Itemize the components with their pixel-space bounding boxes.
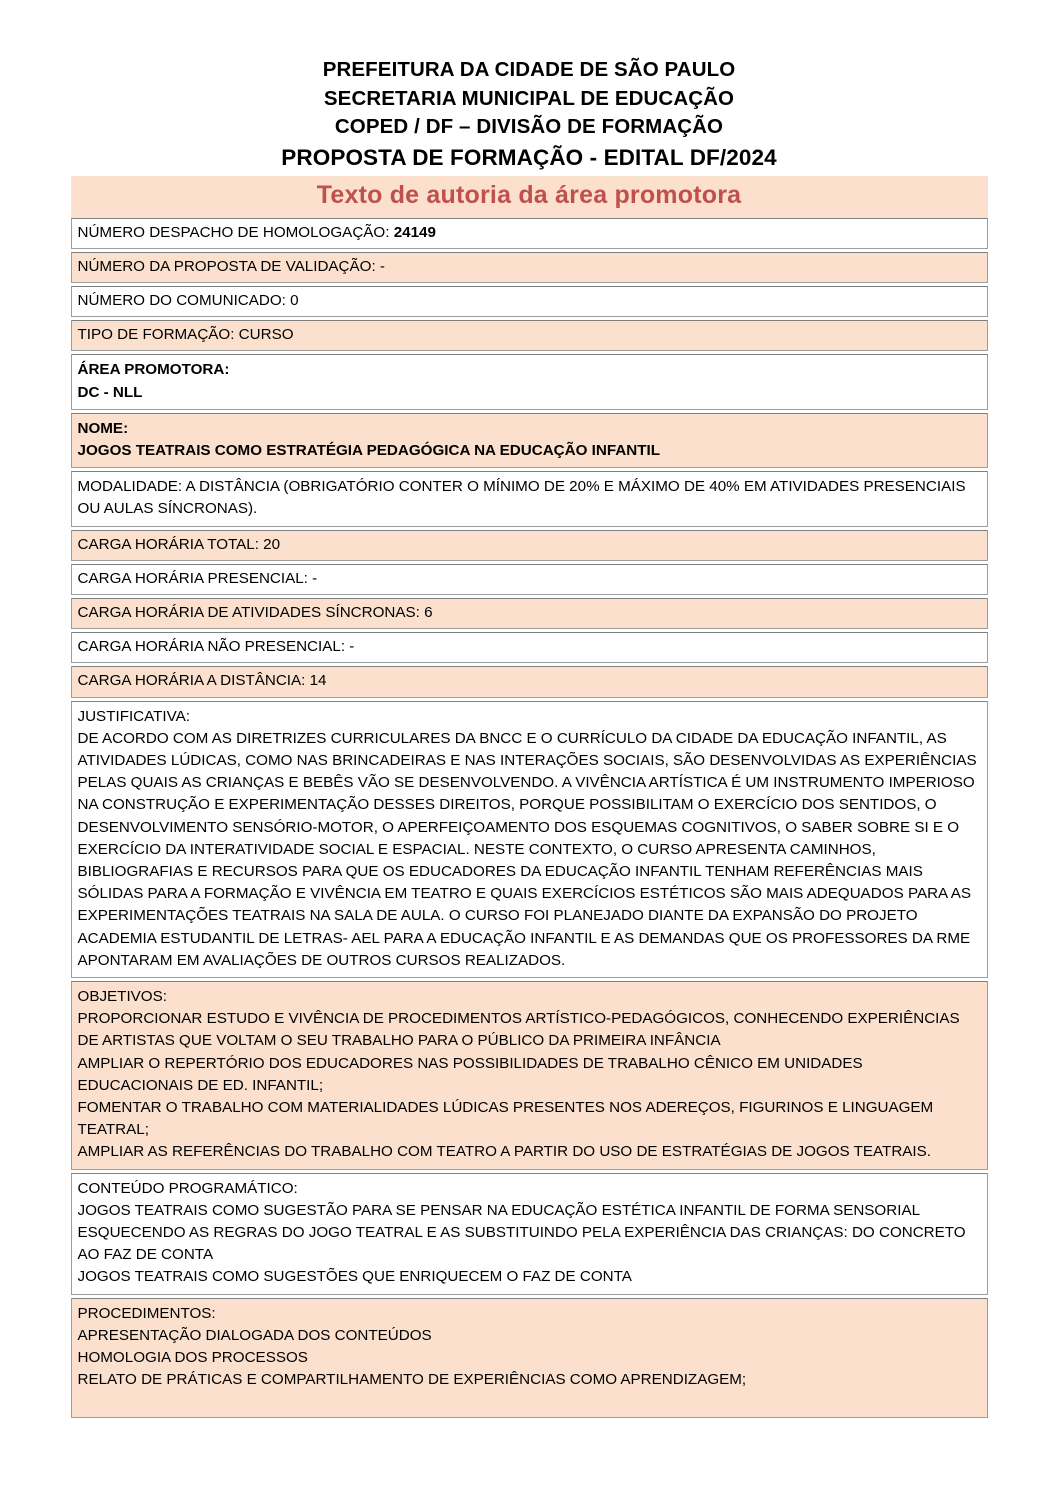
text-justificativa: DE ACORDO COM AS DIRETRIZES CURRICULARES DA BNCC E O CURRÍCULO DA CIDADE DA EDUCAÇÃO INFANTIL, AS ATIVIDADES LÚDICAS, COMO NAS BRINCADEIRAS E NAS INTERAÇÕES SOCIAIS, SÃO DESENVOLVIDAS AS EXPERIÊNCIAS PELAS QUAIS AS CRIANÇAS E BEBÊS VÃO SE DESENVOLVENDO. A VIVÊNCIA ARTÍSTICA É UM INSTRUMENTO IMPERIOSO NA CONSTRUÇÃO E EXPERIMENTAÇÃO DESSES DIREITOS, PORQUE POSSIBILITAM O EXERCÍCIO DOS SENTIDOS, O DESENVOLVIMENTO SENSÓRIO-MOTOR, O APERFEIÇOAMENTO DOS ESQUEMAS COGNITIVOS, O SABER SOBRE SI E O EXERCÍCIO DA INTERATIVIDADE SOCIAL E ESPACIAL. NESTE CONTEXTO, O CURSO APRESENTA CAMINHOS, BIBLIOGRAFIAS E RECURSOS PARA QUE OS EDUCADORES DA EDUCAÇÃO INFANTIL TENHAM REFERÊNCIAS MAIS SÓLIDAS PARA A FORMAÇÃO E VIVÊNCIA EM TEATRO E QUAIS EXERCÍCIOS ESTÉTICOS SÃO MAIS ADEQUADOS PARA AS EXPERIMENTAÇÕES TEATRAIS NA SALA DE AULA. O CURSO FOI PLANEJADO DIANTE DA EXPANSÃO DO PROJETO ACADEMIA ESTUDANTIL DE LETRAS- AEL PARA A EDUCAÇÃO INFANTIL E AS DEMANDAS QUE OS PROFESSORES DA RME APONTARAM EM AVALIAÇÕES DE OUTROS CURSOS REALIZADOS. <box>77 729 977 969</box>
cell-ch-nao-presencial: CARGA HORÁRIA NÃO PRESENCIAL: - <box>71 632 988 663</box>
value-area-promotora: DC - NLL <box>77 383 143 401</box>
conteudo-item: ESQUECENDO AS REGRAS DO JOGO TEATRAL E AS SUBSTITUINDO PELA EXPERIÊNCIA DAS CRIANÇAS: DO CONCRETO AO FAZ DE CONTA <box>77 1224 966 1264</box>
table-row-despacho <box>71 218 988 249</box>
label-area-promotora: ÁREA PROMOTORA: <box>77 361 230 379</box>
table-row-comunicado <box>71 286 988 317</box>
banner-title: Texto de autoria da área promotora <box>316 180 742 209</box>
cell-tipo-formacao <box>71 320 988 351</box>
objetivo-item: FOMENTAR O TRABALHO COM MATERIALIDADES LÚDICAS PRESENTES NOS ADEREÇOS, FIGURINOS E LINGUAGEM TEATRAL; <box>77 1099 934 1139</box>
table-row-proposta-validacao <box>71 252 988 283</box>
label-conteudo-programatico: CONTEÚDO PROGRAMÁTICO: <box>77 1179 298 1197</box>
table-row-procedimentos <box>71 1298 988 1419</box>
conteudo-item: JOGOS TEATRAIS COMO SUGESTÃO PARA SE PENSAR NA EDUCAÇÃO ESTÉTICA INFANTIL DE FORMA SENSORIAL <box>77 1201 921 1219</box>
procedimento-item: RELATO DE PRÁTICAS E COMPARTILHAMENTO DE EXPERIÊNCIAS COMO APRENDIZAGEM; <box>77 1371 747 1389</box>
table-row-ch-distancia <box>71 666 988 697</box>
cell-area-promotora <box>71 354 988 409</box>
table-row-area-promotora <box>71 354 988 409</box>
value-nome: JOGOS TEATRAIS COMO ESTRATÉGIA PEDAGÓGICA NA EDUCAÇÃO INFANTIL <box>77 441 660 459</box>
cell-ch-sincronas: CARGA HORÁRIA DE ATIVIDADES SÍNCRONAS: 6 <box>71 598 988 629</box>
value-proposta-validacao: - <box>379 257 385 275</box>
cell-nome <box>71 413 988 468</box>
text-modalidade: MODALIDADE: A DISTÂNCIA (OBRIGATÓRIO CONTER O MÍNIMO DE 20% E MÁXIMO DE 40% EM ATIVIDADES PRESENCIAIS OU AULAS SÍNCRONAS). <box>77 478 966 518</box>
cell-ch-distancia: CARGA HORÁRIA A DISTÂNCIA: 14 <box>71 666 988 697</box>
header-line-proposta: PROPOSTA DE FORMAÇÃO - EDITAL DF/2024 <box>281 144 777 170</box>
table-row-tipo-formacao <box>71 320 988 351</box>
table-row-justificativa <box>71 701 988 978</box>
cell-procedimentos <box>71 1298 988 1419</box>
objetivo-item: AMPLIAR AS REFERÊNCIAS DO TRABALHO COM TEATRO A PARTIR DO USO DE ESTRATÉGIAS DE JOGOS TEATRAIS. <box>77 1143 931 1161</box>
conteudo-item: JOGOS TEATRAIS COMO SUGESTÕES QUE ENRIQUECEM O FAZ DE CONTA <box>77 1268 632 1286</box>
table-row-conteudo-programatico <box>71 1173 988 1295</box>
label-tipo-formacao: TIPO DE FORMAÇÃO: CURSO <box>77 326 294 344</box>
label-nome: NOME: <box>77 419 129 437</box>
cell-ch-total: CARGA HORÁRIA TOTAL: 20 <box>71 530 988 561</box>
objetivo-item: AMPLIAR O REPERTÓRIO DOS EDUCADORES NAS POSSIBILIDADES DE TRABALHO CÊNICO EM UNIDADES EDUCACIONAIS DE ED. INFANTIL; <box>77 1054 863 1094</box>
table-row-nome <box>71 413 988 468</box>
cell-despacho <box>71 218 988 249</box>
table-row-ch-presencial <box>71 564 988 595</box>
table-row-ch-nao-presencial <box>71 632 988 663</box>
label-justificativa: JUSTIFICATIVA: <box>77 707 191 725</box>
value-despacho: 24149 <box>393 223 436 241</box>
value-comunicado: 0 <box>290 291 299 309</box>
header-line-coped: COPED / DF – DIVISÃO DE FORMAÇÃO <box>334 115 724 138</box>
label-proposta-validacao: NÚMERO DA PROPOSTA DE VALIDAÇÃO: <box>77 257 376 275</box>
cell-modalidade <box>71 471 988 526</box>
label-comunicado: NÚMERO DO COMUNICADO: <box>77 291 286 309</box>
procedimento-item: APRESENTAÇÃO DIALOGADA DOS CONTEÚDOS <box>77 1326 432 1344</box>
cell-justificativa <box>71 701 988 978</box>
cell-ch-presencial: CARGA HORÁRIA PRESENCIAL: - <box>71 564 988 595</box>
objetivo-item: PROPORCIONAR ESTUDO E VIVÊNCIA DE PROCEDIMENTOS ARTÍSTICO-PEDAGÓGICOS, CONHECENDO EXPERIÊNCIAS DE ARTISTAS QUE VOLTAM O SEU TRABALHO PARA O PÚBLICO DA PRIMEIRA INFÂNCIA <box>77 1010 960 1050</box>
table-row-ch-sincronas <box>71 598 988 629</box>
label-objetivos: OBJETIVOS: <box>77 987 167 1005</box>
cell-proposta-validacao <box>71 252 988 283</box>
procedimento-item: HOMOLOGIA DOS PROCESSOS <box>77 1349 308 1367</box>
label-despacho: NÚMERO DESPACHO DE HOMOLOGAÇÃO: <box>77 223 390 241</box>
table-row-objetivos <box>71 981 988 1170</box>
table-row-modalidade <box>71 471 988 526</box>
label-procedimentos: PROCEDIMENTOS: <box>77 1304 216 1322</box>
banner-area-promotora <box>71 176 988 218</box>
cell-conteudo-programatico <box>71 1173 988 1295</box>
cell-objetivos <box>71 981 988 1170</box>
header-line-secretaria: SECRETARIA MUNICIPAL DE EDUCAÇÃO <box>323 86 735 110</box>
cell-comunicado <box>71 286 988 317</box>
header-line-prefeitura: PREFEITURA DA CIDADE DE SÃO PAULO <box>322 58 736 81</box>
document-header <box>0 0 1058 173</box>
table-row-ch-total <box>71 530 988 561</box>
proposta-table <box>71 218 988 1419</box>
